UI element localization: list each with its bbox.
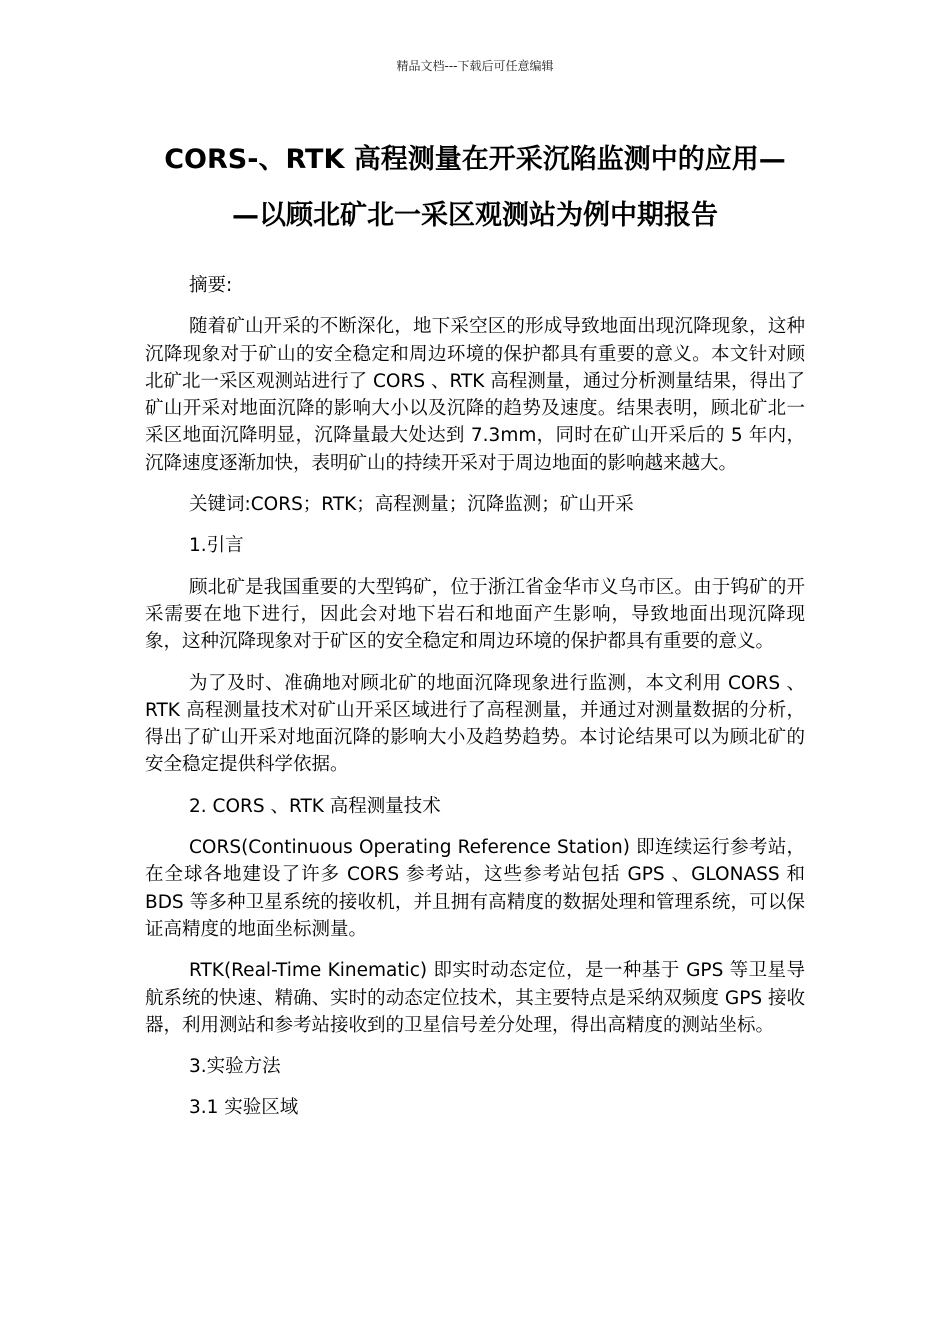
keywords-line: 关键词:CORS；RTK；高程测量；沉降监测；矿山开采 <box>189 494 634 516</box>
section-3-heading: 3.实验方法 <box>189 1056 281 1078</box>
abstract-label: 摘要: <box>189 275 233 296</box>
section-3-1-heading: 3.1 实验区域 <box>189 1097 299 1119</box>
section-2-paragraph-2: RTK(Real-Time Kinematic) 即实时动态定位，是一种基于 GPS 等卫星导航系统的快速、精确、实时的动态定位技术，其主要特点是采纳双频度 GPS 接收器，利用测站和参考站接收到的卫星信号差分处理，得出高精度的测站坐标。 <box>145 960 805 1036</box>
document-title <box>145 132 805 244</box>
abstract-paragraph: 随着矿山开采的不断深化，地下采空区的形成导致地面出现沉降现象，这种沉降现象对于矿山的安全稳定和周边环境的保护都具有重要的意义。本文针对顾北矿北一采区观测站进行了 CORS 、RTK 高程测量，通过分析测量结果，得出了矿山开采对地面沉降的影响大小以及沉降的趋势及速度。结果表明，顾北矿北一采区地面沉降明显，沉降量最大处达到 7.3mm，同时在矿山开采后的 5 年内，沉降速度逐渐加快，表明矿山的持续开采对于周边地面的影响越来越大。 <box>145 316 805 474</box>
title-line-1: CORS-、RTK 高程测量在开采沉陷监测中的应用— <box>164 144 786 175</box>
title-line-2: —以顾北矿北一采区观测站为例中期报告 <box>232 200 718 231</box>
page-header: 精品文档---下载后可任意编辑 <box>396 59 554 73</box>
section-1-heading: 1.引言 <box>189 535 244 557</box>
section-1-paragraph-2: 为了及时、准确地对顾北矿的地面沉降现象进行监测，本文利用 CORS 、RTK 高程测量技术对矿山开采区域进行了高程测量，并通过对测量数据的分析，得出了矿山开采对地面沉降的影响大小及趋势趋势。本讨论结果可以为顾北矿的安全稳定提供科学依据。 <box>145 672 805 776</box>
section-1-paragraph-1: 顾北矿是我国重要的大型钨矿，位于浙江省金华市义乌市区。由于钨矿的开采需要在地下进行，因此会对地下岩石和地面产生影响，导致地面出现沉降现象，这种沉降现象对于矿区的安全稳定和周边环境的保护都具有重要的意义。 <box>145 576 805 653</box>
document-body <box>145 272 805 1136</box>
section-2-heading: 2. CORS 、RTK 高程测量技术 <box>189 795 441 817</box>
section-2-paragraph-1: CORS(Continuous Operating Reference Station) 即连续运行参考站，在全球各地建设了许多 CORS 参考站，这些参考站包括 GPS 、GLONASS 和 BDS 等多种卫星系统的接收机，并且拥有高精度的数据处理和管理系统，可以保证高精度的地面坐标测量。 <box>145 837 805 940</box>
